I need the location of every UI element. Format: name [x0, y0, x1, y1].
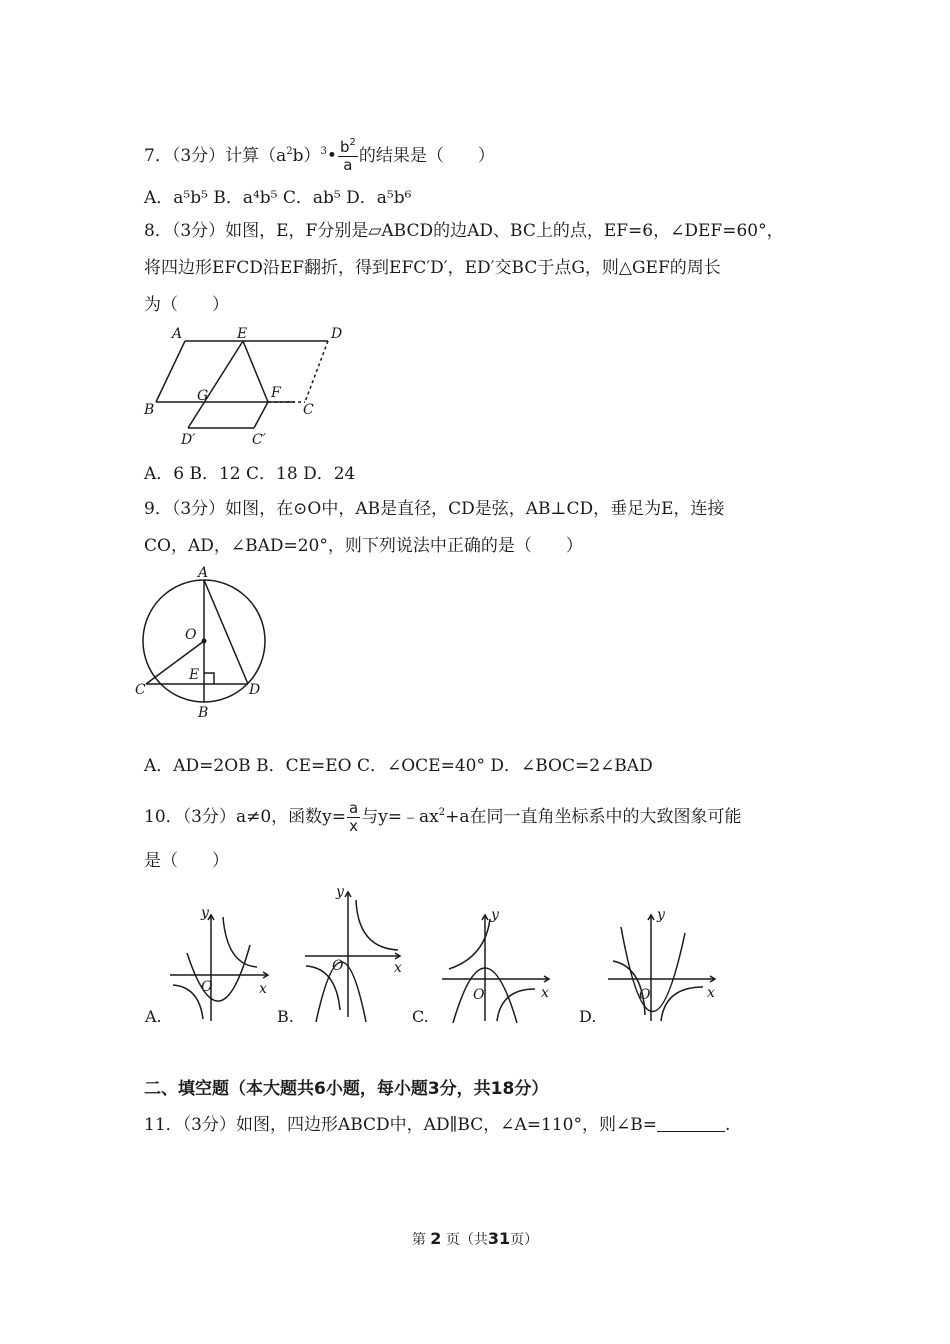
q10-option-d-label: D. [579, 1007, 597, 1026]
q9-options: A．AD=2OB B．CE=EO C．∠OCE=40° D．∠BOC=2∠BAD [144, 756, 653, 776]
q10-graph-a [165, 903, 277, 1025]
q10d-origin: O [639, 987, 651, 1003]
q8-line2: 将四边形EFCD沿EF翻折，得到EFC′D′，ED′交BC于点G，则△GEF的周长 [144, 258, 721, 278]
q10-fraction: $\frac{a}{x}$ [349, 799, 359, 835]
q7-fraction: $\frac{b^2}{a}$ [339, 137, 356, 174]
q10a-origin: O [201, 979, 213, 995]
q10c-origin: O [473, 987, 485, 1003]
q10-option-b-label: B. [277, 1007, 294, 1026]
q8-label-d-prime: D′ [181, 432, 196, 448]
q8-label-f: F [271, 385, 281, 401]
q10b-axis-x: x [394, 960, 402, 976]
q10-line2: 是（ ） [144, 851, 229, 871]
q8-label-c-prime: C′ [252, 432, 266, 448]
footer-total-pages: 31 [487, 1229, 511, 1248]
q9-label-e: E [189, 667, 200, 683]
section2-heading: 二、填空题（本大题共6小题，每小题3分，共18分） [144, 1079, 549, 1099]
q10-graph-c [437, 903, 555, 1025]
q10-option-c-label: C. [412, 1007, 429, 1026]
q10-graph-b [300, 882, 412, 1022]
q10b-origin: O [332, 958, 344, 974]
q8-line3: 为（ ） [144, 295, 229, 315]
q10-stem: 10．（3分）a≠0，函数y= $\frac{a}{x}$ 与$y=﹣ax^2+a$在同一直角坐标系中的大致图象可能 [144, 799, 742, 835]
q11-stem: 11．（3分）如图，四边形ABCD中，AD∥BC，∠A=110°，则∠B= . [144, 1115, 731, 1135]
q10b-axis-y: y [336, 884, 344, 900]
footer-page-number: 2 [430, 1229, 442, 1248]
q8-parallelogram-figure [135, 320, 355, 450]
q9-label-b: B [198, 705, 209, 721]
q9-label-c: C [135, 682, 146, 698]
q10-graph-d [603, 903, 721, 1025]
q9-label-d: D [249, 682, 261, 698]
q8-label-a: A [172, 326, 183, 342]
q11-answer-blank [657, 1117, 725, 1132]
q8-label-e: E [237, 326, 248, 342]
q7-options: A．a⁵b⁵ B．a⁴b⁵ C．ab⁵ D．a⁵b⁶ [144, 188, 412, 208]
q8-line1: 8．（3分）如图，E，F分别是▱ABCD的边AD、BC上的点，EF=6，∠DEF=60°， [144, 221, 784, 241]
q10d-axis-y: y [657, 907, 665, 923]
q8-label-d: D [331, 326, 343, 342]
q9-label-a: A [198, 565, 209, 581]
q10-option-a-label: A. [145, 1007, 162, 1026]
q9-line2: CO，AD，∠BAD=20°，则下列说法中正确的是（ ） [144, 536, 583, 556]
q10d-axis-x: x [707, 985, 715, 1001]
q10a-axis-y: y [201, 905, 209, 921]
q7-stem: 7．（3分）计算$(a^2b)^3•$ $\frac{b^2}{a}$ 的结果是（ ） [144, 137, 495, 174]
q9-circle-figure [135, 562, 275, 722]
q8-label-c: C [303, 402, 314, 418]
q9-label-o: O [185, 627, 197, 643]
q9-line1: 9．（3分）如图，在⊙O中，AB是直径，CD是弦，AB⊥CD，垂足为E，连接 [144, 499, 725, 519]
q8-label-g: G [197, 388, 209, 404]
page-footer: 第 2 页（共31页） [411, 1229, 539, 1248]
q10a-axis-x: x [259, 981, 267, 997]
q10c-axis-x: x [541, 985, 549, 1001]
q8-label-b: B [144, 402, 155, 418]
q10c-axis-y: y [491, 907, 499, 923]
q8-options: A．6 B．12 C．18 D．24 [144, 464, 356, 484]
